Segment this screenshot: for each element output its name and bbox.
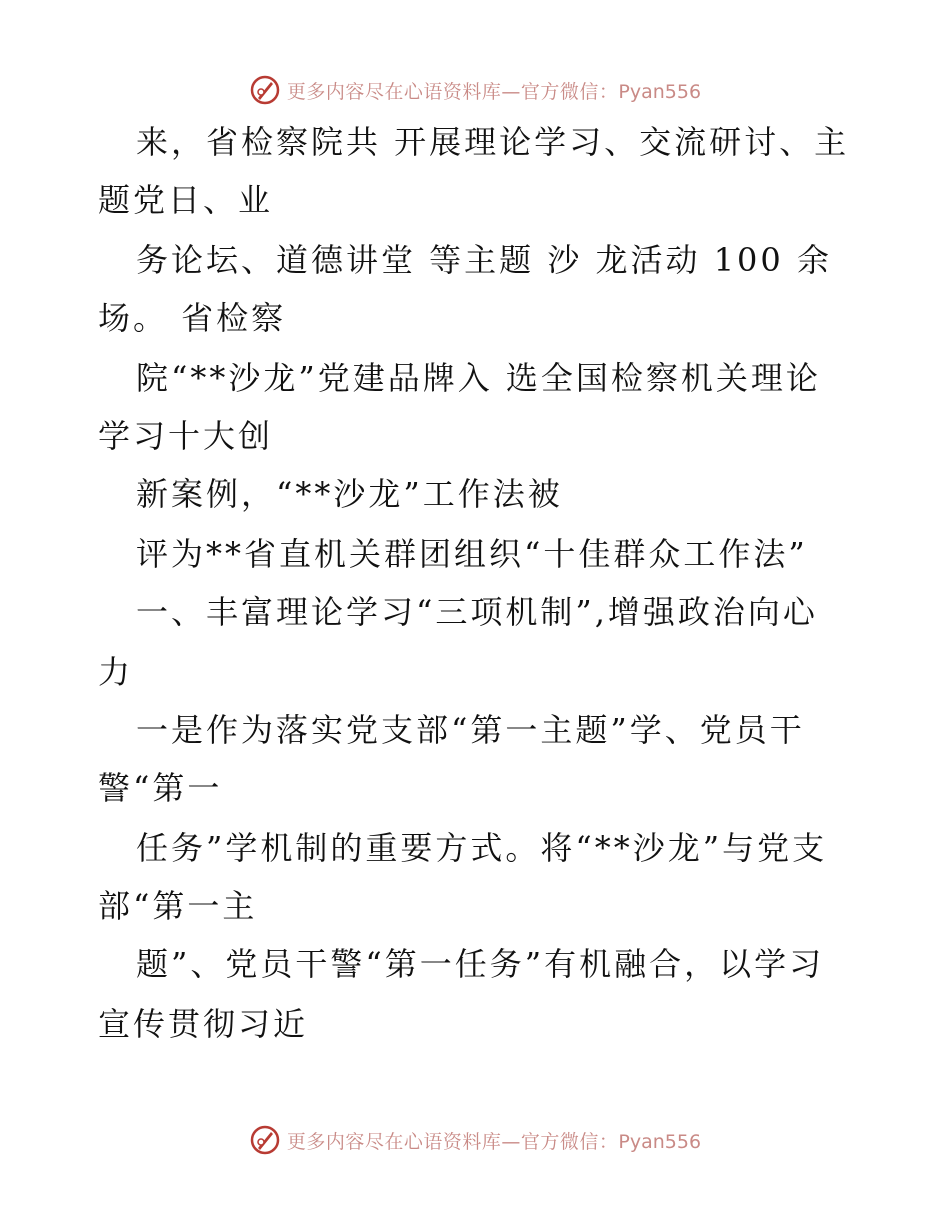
body-line: 力 (98, 653, 134, 691)
body-line: 学习十大创 (98, 417, 274, 455)
body-line: 题”、党员干警“第一任务”有机融合，以学习 (136, 945, 825, 983)
body-line: 新案例，“**沙龙”工作法被 (136, 475, 563, 513)
body-line: 警“第一 (98, 769, 223, 807)
quill-seal-icon (249, 1124, 281, 1156)
body-line: 来，省检察院共 开展理论学习、交流研讨、主 (136, 123, 850, 161)
section-heading: 一、丰富理论学习“三项机制”,增强政治向心 (136, 593, 818, 631)
body-line: 院“**沙龙”党建品牌入 选全国检察机关理论 (136, 359, 821, 397)
body-line: 场。 省检察 (98, 299, 287, 337)
body-line: 部“第一主 (98, 887, 258, 925)
quill-seal-icon (249, 74, 281, 106)
watermark-header (0, 70, 950, 110)
watermark-text: 更多内容尽在心语资料库—官方微信：Pyan556 (286, 1130, 702, 1153)
body-line: 题党日、业 (98, 181, 274, 219)
body-line: 任务”学机制的重要方式。将“**沙龙”与党支 (136, 829, 828, 867)
watermark-wechat-id: Pyan556 (618, 1130, 702, 1153)
watermark-text: 更多内容尽在心语资料库—官方微信：Pyan556 (286, 80, 702, 103)
body-line: 宣传贯彻习近 (98, 1005, 309, 1043)
watermark-footer (0, 1120, 950, 1160)
watermark-wechat-id: Pyan556 (618, 80, 702, 103)
body-line: 一是作为落实党支部“第一主题”学、党员干 (136, 711, 805, 749)
body-line: 务论坛、道德讲堂 等主题 沙 龙活动 100 余 (136, 241, 832, 279)
body-line: 评为**省直机关群团组织“十佳群众工作法” (136, 535, 808, 573)
